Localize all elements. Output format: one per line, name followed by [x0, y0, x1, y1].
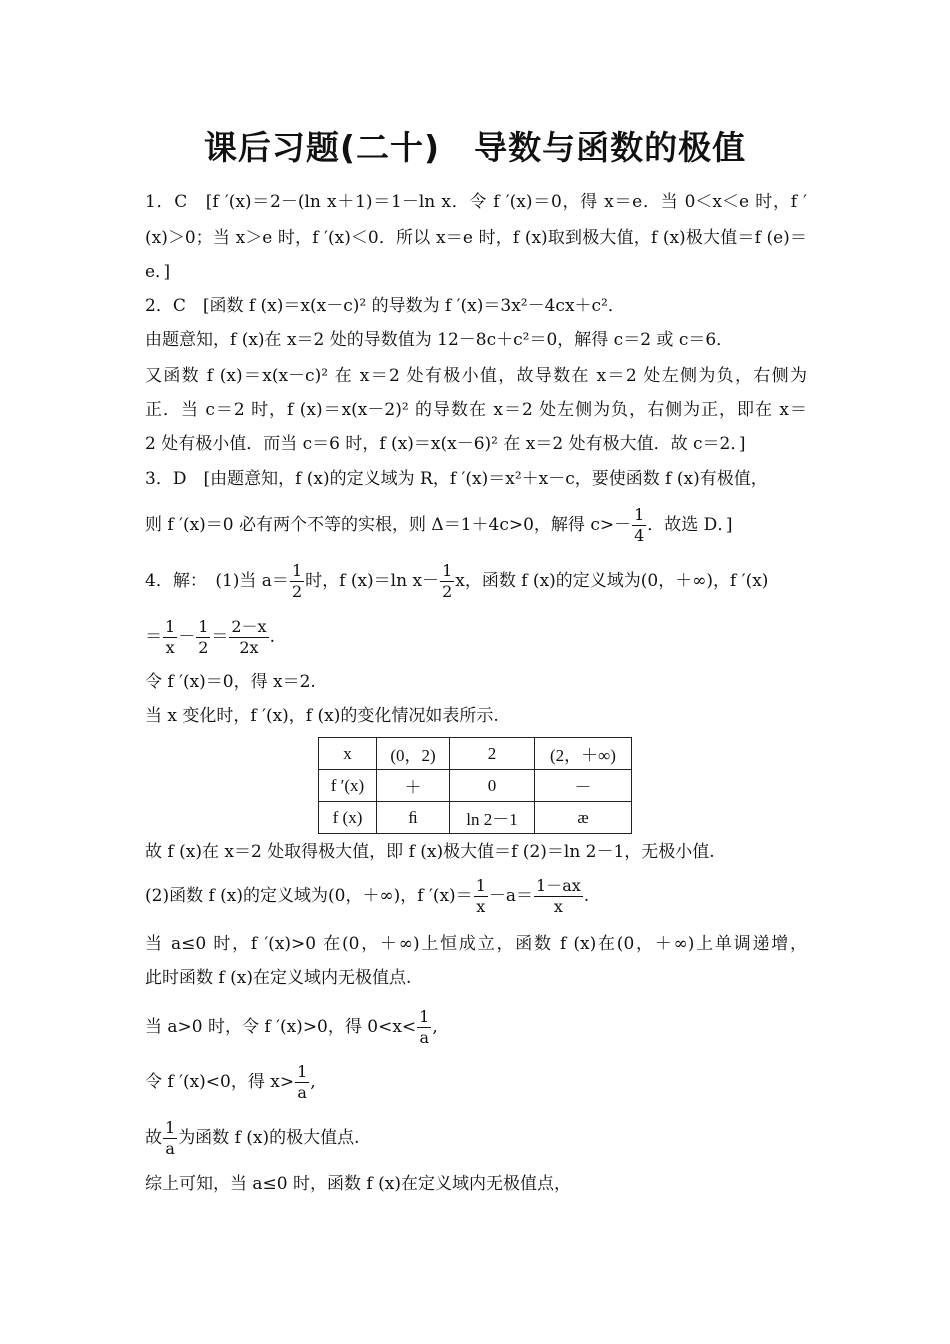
numerator: 2－x: [231, 617, 267, 636]
text-span: 令 f ′(x)<0，得 x>: [145, 1072, 295, 1092]
numerator: 1－ax: [536, 876, 581, 895]
denominator: 2: [442, 582, 453, 601]
answer-4-line-1: [145, 561, 768, 602]
text-span: 故: [145, 1128, 162, 1148]
text-span: －a＝: [488, 886, 534, 906]
answer-4-line-2: [145, 617, 275, 658]
text-span: (2)函数 f (x)的定义域为(0，＋∞)，f ′(x)＝: [145, 886, 473, 906]
text-span: ＝: [145, 627, 162, 647]
denominator: 2: [198, 638, 209, 657]
table-cell: 0: [450, 770, 535, 802]
text-span: ．故选 D．]: [647, 515, 733, 535]
table-cell: (0，2): [377, 738, 450, 770]
text-span: 则 f ′(x)＝0 必有两个不等的实根，则 Δ＝1＋4c>0，解得 c>－: [145, 515, 632, 535]
text-span: .: [269, 627, 275, 647]
table-cell: 2: [450, 738, 535, 770]
table-cell: x: [319, 738, 377, 770]
fraction: [290, 561, 304, 602]
denominator: a: [419, 1028, 430, 1047]
answer-4-line-5: 故 f (x)在 x＝2 处取得极大值，即 f (x)极大值＝f (2)＝ln 2－1，无极小值.: [145, 842, 715, 862]
fraction: [229, 617, 268, 658]
denominator: 4: [634, 526, 645, 545]
denominator: x: [165, 638, 175, 657]
answer-4-line-4: 当 x 变化时，f ′(x)，f (x)的变化情况如表所示.: [145, 706, 499, 726]
answer-2-line-3: 又函数 f (x)＝x(x－c)² 在 x＝2 处有极小值，故导数在 x＝2 处左侧为负，右侧为: [145, 366, 807, 386]
denominator: a: [165, 1139, 175, 1158]
denominator: x: [476, 897, 486, 916]
numerator: 1: [634, 505, 645, 524]
text-span: x，函数 f (x)的定义域为(0，＋∞)，f ′(x): [455, 571, 769, 591]
text-span: .: [583, 886, 590, 906]
numerator: 1: [291, 561, 303, 580]
variation-table: [318, 737, 632, 834]
denominator: 2x: [239, 638, 259, 657]
table-row: [319, 802, 632, 834]
answer-3-line-2: [145, 505, 732, 546]
fraction: [632, 505, 646, 546]
text-span: 时，f (x)＝ln x－: [305, 571, 440, 591]
answer-1-line-2: (x)＞0；当 x＞e 时，f ′(x)＜0．所以 x＝e 时，f (x)取到极大值，f (x)极大值＝f (e)＝: [145, 228, 807, 248]
numerator: 1: [442, 561, 453, 580]
denominator: a: [297, 1083, 307, 1102]
text-span: 当 a>0 时，令 f ′(x)>0，得 0<x<: [145, 1017, 417, 1037]
answer-4-line-6: [145, 876, 589, 917]
numerator: 1: [165, 1118, 176, 1137]
denominator: 2: [291, 582, 303, 601]
answer-4-line-12: 综上可知，当 a≤0 时，函数 f (x)在定义域内无极值点，: [145, 1174, 571, 1194]
answer-4-line-10: [145, 1062, 316, 1103]
text-span: 为函数 f (x)的极大值点.: [178, 1128, 360, 1148]
fraction: [163, 1118, 177, 1159]
table-cell: ln 2－1: [450, 802, 535, 834]
denominator: x: [553, 897, 563, 916]
table-cell: －: [535, 770, 632, 802]
answer-1-line-1: 1．C [f ′(x)＝2－(ln x＋1)＝1－ln x．令 f ′(x)＝0，得 x＝e．当 0＜x＜e 时，f ′: [145, 192, 807, 212]
answer-2-line-4: 正．当 c＝2 时，f (x)＝x(x－2)² 的导数在 x＝2 处左侧为负，右侧为正，即在 x＝: [145, 400, 807, 420]
answer-4-line-7: 当 a≤0 时，f ′(x)>0 在(0，＋∞)上恒成立，函数 f (x)在(0，＋∞)上单调递增，: [145, 934, 807, 954]
table-row: [319, 770, 632, 802]
fraction: [417, 1007, 431, 1048]
table-cell: f (x): [319, 802, 377, 834]
numerator: 1: [419, 1007, 430, 1026]
fraction: [440, 561, 454, 602]
table-cell: (2，＋∞): [535, 738, 632, 770]
fraction: [196, 617, 210, 658]
numerator: 1: [297, 1062, 308, 1081]
answer-4-line-9: [145, 1007, 438, 1048]
fraction: [163, 617, 177, 658]
text-span: ,: [432, 1017, 438, 1037]
table-cell: ﬁ: [377, 802, 450, 834]
answer-4-line-11: [145, 1118, 360, 1159]
table-cell: ＋: [377, 770, 450, 802]
numerator: 1: [165, 617, 176, 636]
answer-4-line-3: 令 f ′(x)＝0，得 x＝2.: [145, 672, 316, 692]
answer-1-line-3: e．]: [145, 262, 171, 282]
table-cell: f ′(x): [319, 770, 377, 802]
answer-4-line-8: 此时函数 f (x)在定义域内无极值点.: [145, 968, 412, 988]
answer-2-line-2: 由题意知，f (x)在 x＝2 处的导数值为 12－8c＋c²＝0，解得 c＝2 或 c＝6．: [145, 330, 734, 350]
text-span: ＝: [211, 627, 229, 647]
numerator: 1: [475, 876, 486, 895]
page-title: 课后习题(二十) 导数与函数的极值: [203, 128, 747, 167]
answer-3-line-1: 3．D [由题意知，f (x)的定义域为 R，f ′(x)＝x²＋x－c，要使函数 f (x)有极值，: [145, 469, 768, 489]
fraction: [534, 876, 583, 917]
table-row: [319, 738, 632, 770]
text-span: －: [178, 627, 196, 647]
numerator: 1: [198, 617, 209, 636]
table-cell: æ: [535, 802, 632, 834]
answer-2-line-1: 2．C [函数 f (x)＝x(x－c)² 的导数为 f ′(x)＝3x²－4cx＋c²．: [145, 296, 625, 316]
answer-2-line-5: 2 处有极小值．而当 c＝6 时，f (x)＝x(x－6)² 在 x＝2 处有极大值．故 c＝2．]: [145, 434, 746, 454]
text-span: ,: [310, 1072, 316, 1092]
fraction: [474, 876, 488, 917]
fraction: [295, 1062, 309, 1103]
text-span: 4．解： (1)当 a＝: [145, 571, 289, 591]
